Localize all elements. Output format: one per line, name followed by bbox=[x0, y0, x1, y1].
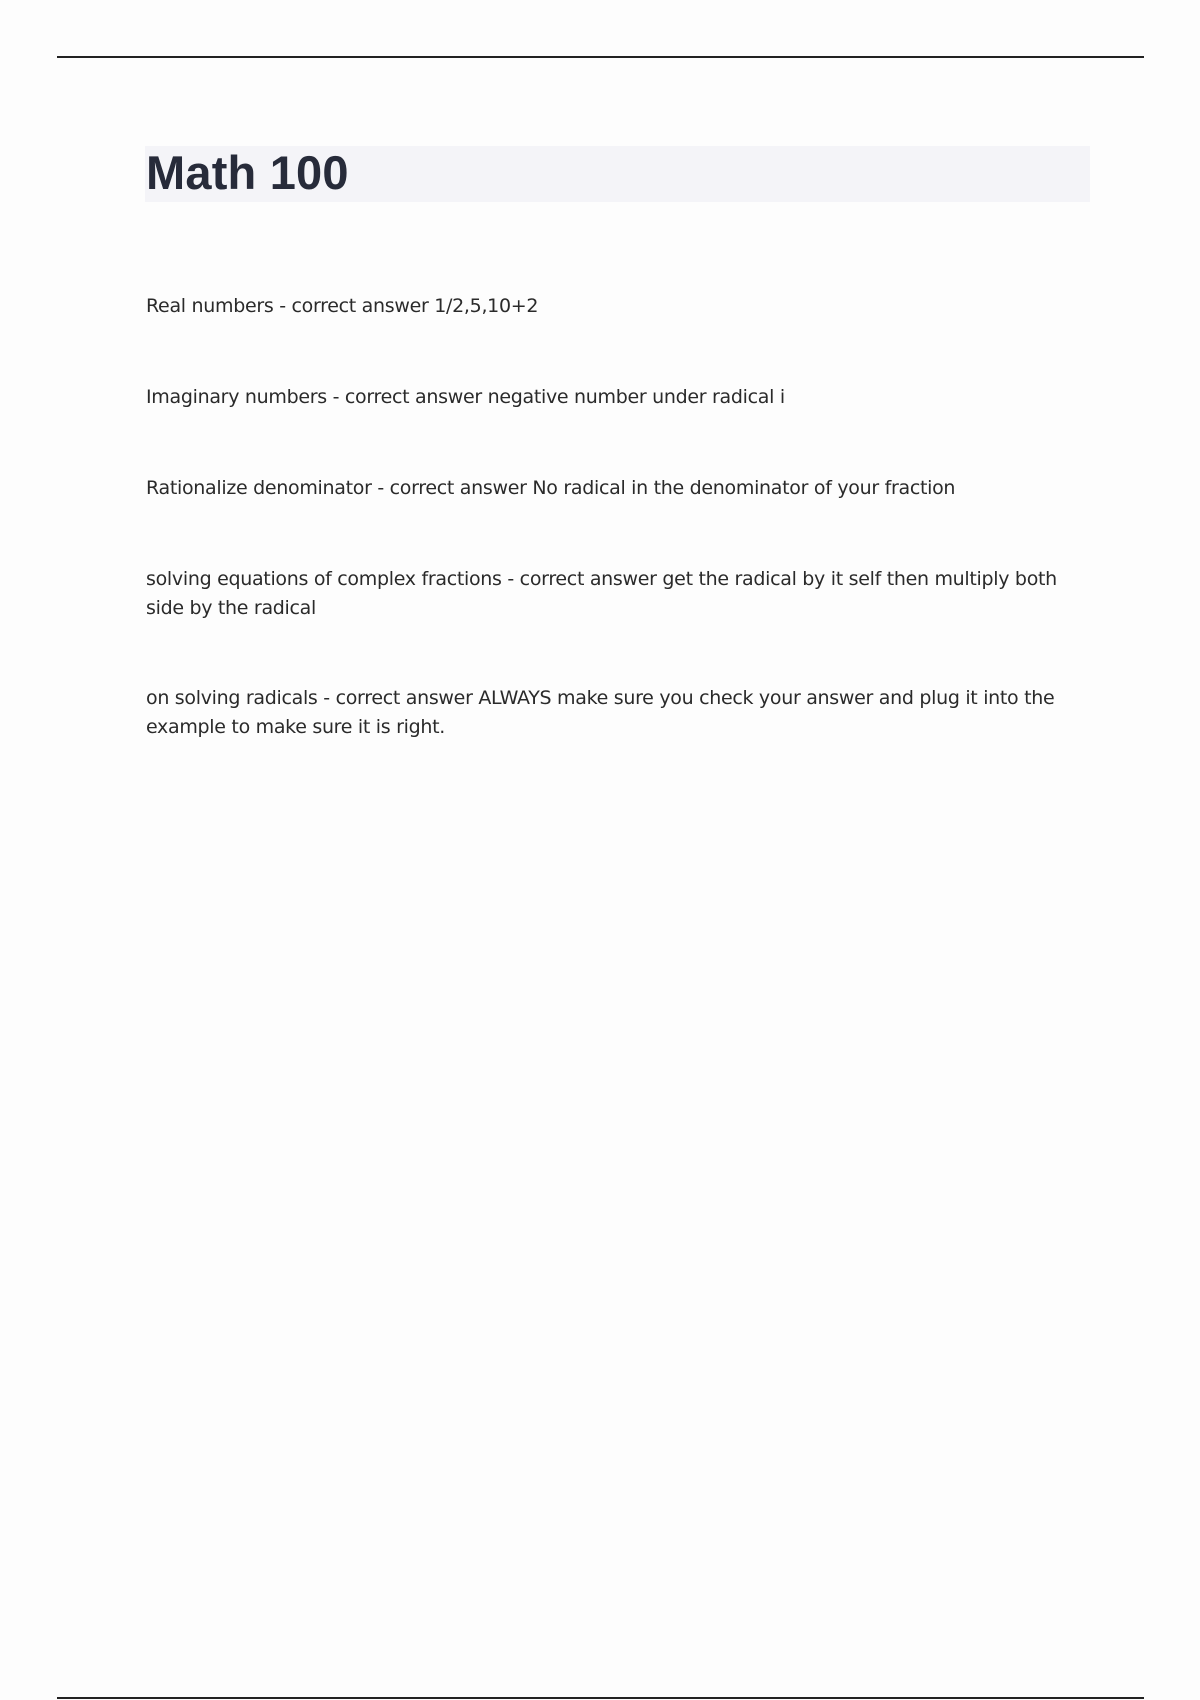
qa-term: on solving radicals bbox=[146, 687, 318, 709]
qa-separator: - correct answer bbox=[273, 295, 435, 317]
qa-entry bbox=[146, 565, 1076, 623]
qa-separator: - correct answer bbox=[371, 477, 533, 499]
qa-separator: - correct answer bbox=[317, 687, 479, 709]
qa-term: Real numbers bbox=[146, 295, 274, 317]
qa-answer: 1/2,5,10+2 bbox=[434, 295, 539, 317]
qa-entry bbox=[146, 383, 1076, 412]
bottom-rule bbox=[57, 1697, 1144, 1699]
qa-term: Imaginary numbers bbox=[146, 386, 327, 408]
qa-separator: - correct answer bbox=[326, 386, 488, 408]
qa-answer: ALWAYS make sure you check your answer and plug it into the example to make sure it is right. bbox=[146, 687, 1055, 738]
qa-term: Rationalize denominator bbox=[146, 477, 372, 499]
page-title: Math 100 bbox=[146, 146, 349, 199]
qa-entry bbox=[146, 292, 1076, 321]
top-rule bbox=[57, 56, 1144, 58]
qa-entry bbox=[146, 684, 1076, 742]
qa-answer: No radical in the denominator of your fraction bbox=[532, 477, 956, 499]
qa-term: solving equations of complex fractions bbox=[146, 568, 502, 590]
qa-answer: get the radical by it self then multiply both side by the radical bbox=[146, 568, 1057, 619]
qa-answer: negative number under radical i bbox=[487, 386, 785, 408]
qa-separator: - correct answer bbox=[501, 568, 663, 590]
qa-entry bbox=[146, 474, 1076, 503]
